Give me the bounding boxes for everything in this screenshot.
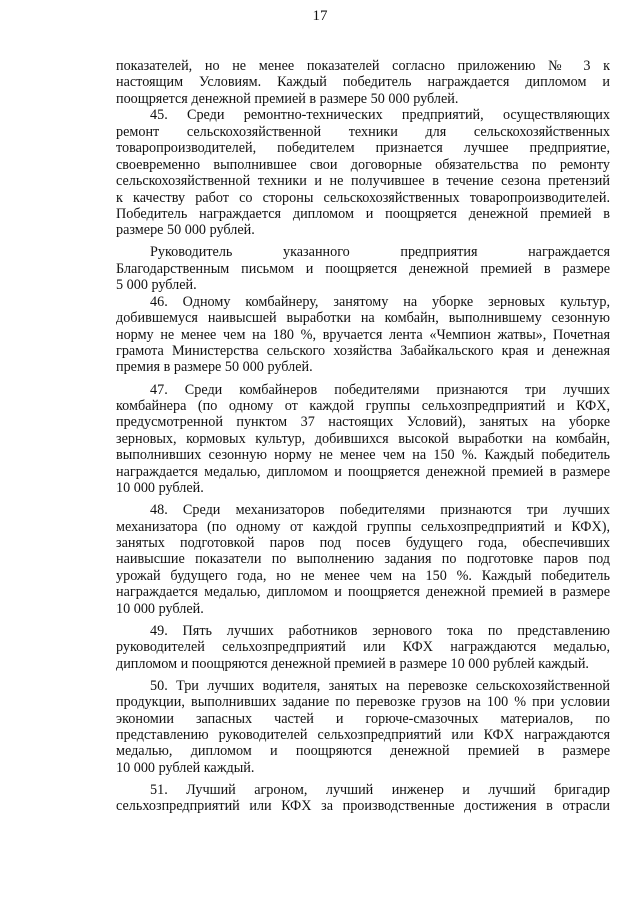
paragraph-item-49 — [116, 623, 610, 672]
text-line: урожай будущего года, но не менее чем на 150 %. Каждый победитель — [116, 567, 610, 584]
text-line: дипломом и поощряются денежной премией в размере 10 000 рублей каждый. — [116, 655, 589, 672]
text-line: грамота Министерства сельского хозяйства Забайкальского края и денежная — [116, 343, 610, 360]
text-line: сельхозпредприятий или КФХ за производственные достижения в отрасли — [116, 798, 610, 815]
text-line: награждается медалью, дипломом и поощряется денежной премией в размере — [116, 584, 610, 601]
text-line: выполнивших сезонную норму не менее чем на 150 %. Каждый победитель — [116, 447, 610, 464]
text-line: занятых подготовкой паров под посев будущего года, обеспечивших — [116, 535, 610, 552]
paragraph-item-47 — [116, 382, 610, 497]
text-line: 10 000 рублей. — [116, 600, 204, 617]
text-line: представлению руководителей сельхозпредприятий или КФХ награждаются — [116, 727, 610, 744]
text-line: настоящим Условиям. Каждый победитель награждается дипломом и — [116, 74, 610, 91]
paragraph-item-51 — [116, 782, 610, 815]
text-line: ремонт сельскохозяйственной техники для сельскохозяйственных — [116, 123, 610, 140]
text-line: экономии запасных частей и горюче-смазочных материалов, по — [116, 710, 610, 727]
text-line: 45. Среди ремонтно-технических предприятий, осуществляющих — [150, 107, 610, 124]
paragraph-item-50 — [116, 678, 610, 777]
paragraph-item-46 — [116, 294, 610, 376]
text-line: 50. Три лучших водителя, занятых на перевозке сельскохозяйственной — [150, 677, 610, 694]
text-line: Руководитель указанного предприятия награждается — [150, 244, 610, 261]
text-line: наивысшие показатели по выполнению задания по подготовке паров под — [116, 551, 610, 568]
text-line: 10 000 рублей. — [116, 480, 204, 497]
text-line: к качеству работ со стороны сельскохозяйственных товаропроизводителей. — [116, 189, 610, 206]
paragraph-item-45 — [116, 107, 610, 239]
text-line: Победитель награждается дипломом и поощряется денежной премией в — [116, 205, 610, 222]
text-line: награждается медалью, дипломом и поощряется денежной премией в размере — [116, 463, 610, 480]
text-line: норму не менее чем на 180 %, вручается лента «Чемпион жатвы», Почетная — [116, 326, 610, 343]
text-line: размере 50 000 рублей. — [116, 222, 255, 239]
text-line: 51. Лучший агроном, лучший инженер и лучший бригадир — [150, 781, 610, 798]
text-line: Благодарственным письмом и поощряется денежной премией в размере — [116, 260, 610, 277]
text-line: товаропроизводителей, победителем признается лучшее предприятие, — [116, 140, 610, 157]
text-line: 46. Одному комбайнеру, занятому на уборке зерновых культур, — [150, 293, 610, 310]
text-line: 10 000 рублей каждый. — [116, 759, 255, 776]
text-line: медалью, дипломом и поощряются денежной премией в размере — [116, 743, 610, 760]
text-line: 47. Среди комбайнеров победителями признаются три лучших — [150, 381, 610, 398]
text-line: зерновых, кормовых культур, добившихся высокой выработки на комбайн, — [116, 430, 610, 447]
text-line: 49. Пять лучших работников зернового тока по представлению — [150, 622, 610, 639]
paragraph-manager-award — [116, 244, 610, 293]
text-line: добившемуся наивысшей выработки на комбайн, выполнившему сезонную — [116, 310, 610, 327]
text-line: премия в размере 50 000 рублей. — [116, 359, 313, 376]
document-body — [116, 58, 610, 815]
paragraph-continuation — [116, 58, 610, 107]
text-line: показателей, но не менее показателей согласно приложению № 3 к — [116, 58, 610, 74]
text-line: 48. Среди механизаторов победителями признаются три лучших — [150, 502, 610, 519]
page-number: 17 — [312, 8, 328, 24]
text-line: руководителей сельхозпредприятий или КФХ награждаются медалью, — [116, 639, 610, 656]
text-line: своевременно выполнившее свои договорные обязательства по ремонту — [116, 156, 610, 173]
text-line: механизатора (по одному от каждой группы сельхозпредприятий и КФХ), — [116, 518, 610, 535]
text-line: комбайнера (по одному от каждой группы сельхозпредприятий и КФХ, — [116, 397, 610, 414]
text-line: сельскохозяйственной техники и не получившее в течение сезона претензий — [116, 173, 610, 190]
text-line: предусмотренной пунктом 37 настоящих Условий), занятых на уборке — [116, 414, 610, 431]
text-line: продукции, выполнивших задание по перевозке грузов на 100 % при условии — [116, 694, 610, 711]
text-line: 5 000 рублей. — [116, 277, 197, 294]
text-line: поощряется денежной премией в размере 50 000 рублей. — [116, 90, 459, 107]
paragraph-item-48 — [116, 502, 610, 617]
